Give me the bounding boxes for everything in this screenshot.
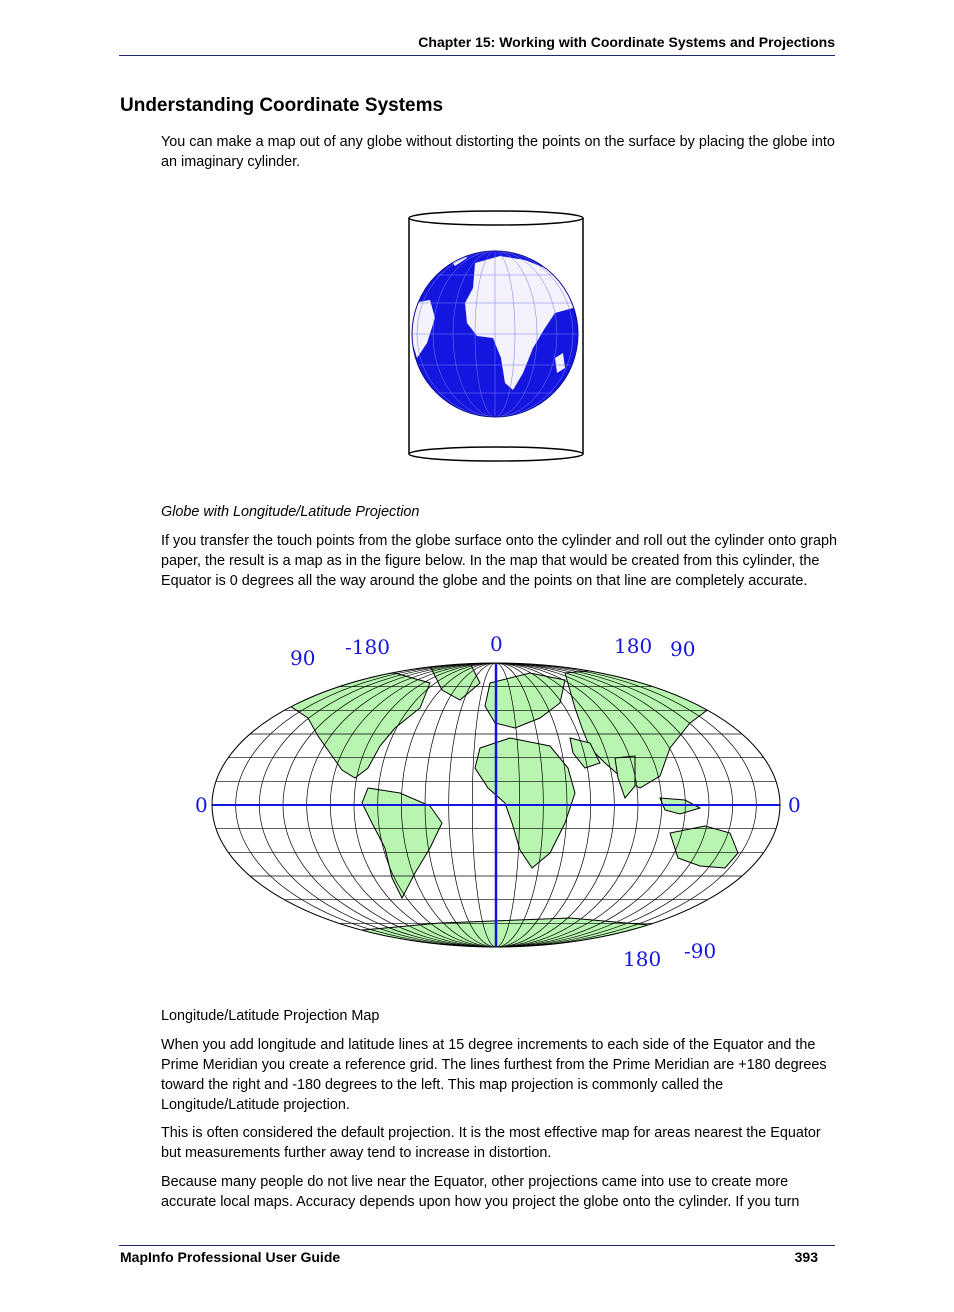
chapter-header: Chapter 15: Working with Coordinate Systems and Projections — [418, 34, 835, 50]
local-paragraph: Because many people do not live near the Equator, other projections came into use to create more accurate local maps. Accuracy depends upon how you project the globe onto the cylinder. If you turn — [161, 1174, 800, 1210]
section-title: Understanding Coordinate Systems — [120, 95, 444, 116]
label-top-left-lon: -180 — [345, 635, 390, 659]
label-bottom-lon: 180 — [623, 947, 662, 971]
footer-rule — [119, 1245, 835, 1246]
grid-paragraph: When you add longitude and latitude lines at 15 degree increments to each side of the Equator and the Prime Meridian you create a reference grid. The lines furthest from the Prime Meridian are +180 degrees toward the right and -180 degrees to the left. This map projection is commonly called the Longitude/Latitude projection. — [161, 1037, 827, 1113]
world-map-figure — [190, 628, 810, 980]
footer-guide-title: MapInfo Professional User Guide — [120, 1249, 341, 1265]
transfer-paragraph: If you transfer the touch points from the globe surface onto the cylinder and roll out the cylinder onto graph paper, the result is a map as in the figure below. In the map that would be created from this cylinder, the Equator is 0 degrees all the way around the globe and the points on that line are completely accurate. — [161, 533, 837, 589]
label-top-right-lat: 90 — [670, 637, 696, 661]
page-number: 393 — [794, 1249, 818, 1265]
label-top-left-lat: 90 — [290, 646, 316, 670]
globe-caption: Globe with Longitude/Latitude Projection — [161, 504, 420, 520]
label-bottom-lat: -90 — [684, 939, 717, 963]
label-left-equator: 0 — [195, 793, 208, 817]
intro-paragraph: You can make a map out of any globe without distorting the points on the surface by placing the globe into an imaginary cylinder. — [161, 134, 835, 170]
header-rule — [119, 55, 835, 56]
globe-cylinder-figure — [405, 208, 587, 466]
default-paragraph: This is often considered the default projection. It is the most effective map for areas nearest the Equator but measurements further away tend to increase in distortion. — [161, 1125, 821, 1161]
label-right-equator: 0 — [788, 793, 801, 817]
map-body — [190, 628, 810, 980]
map-caption: Longitude/Latitude Projection Map — [161, 1008, 380, 1024]
label-top-right-lon: 180 — [614, 634, 653, 658]
globe — [411, 248, 578, 417]
label-top-center: 0 — [490, 632, 503, 656]
